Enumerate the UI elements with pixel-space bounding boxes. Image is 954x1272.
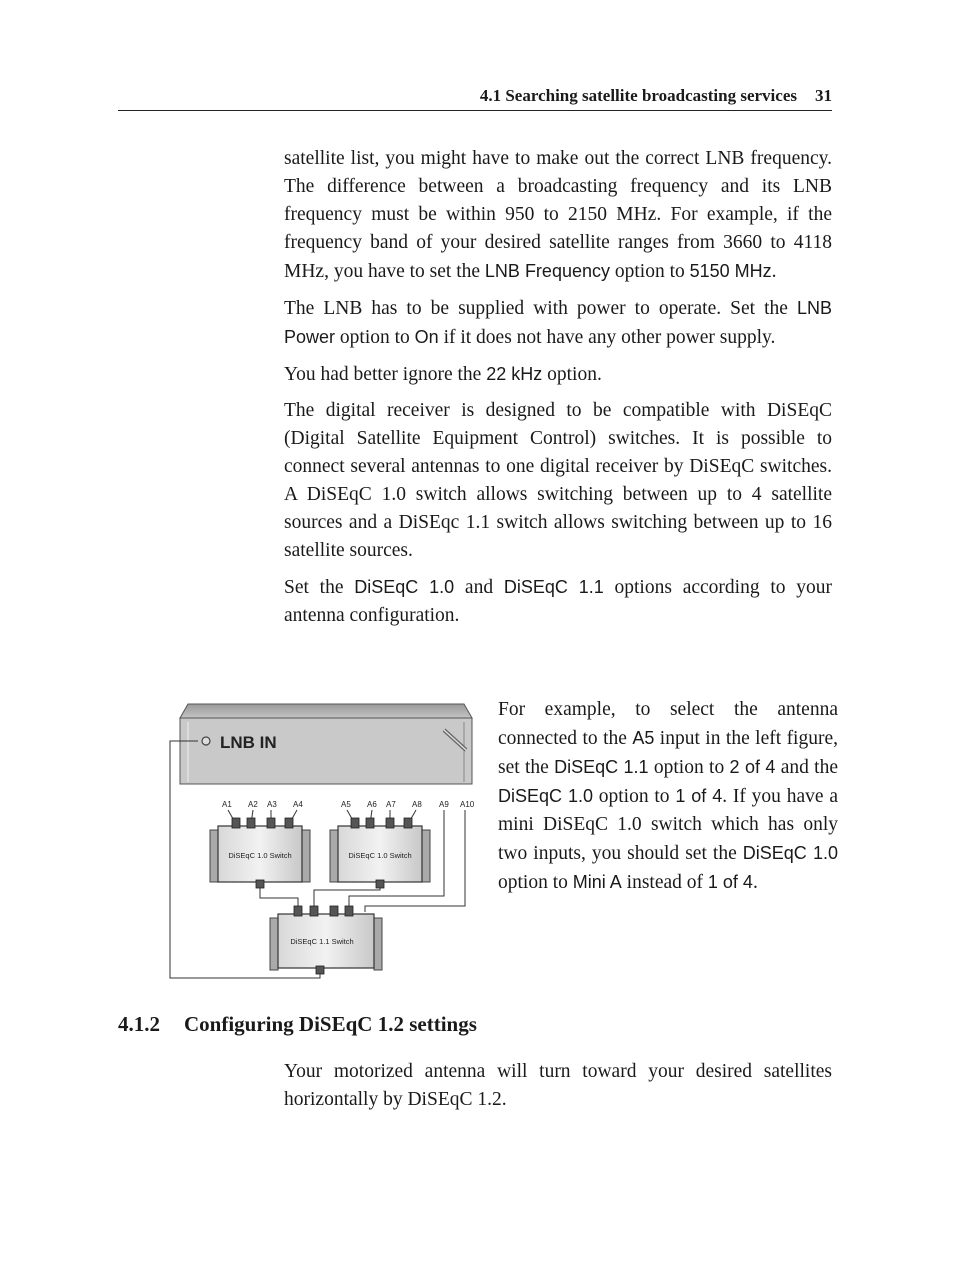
figure-side-text — [498, 696, 838, 897]
option-a5: A5 — [632, 728, 655, 748]
paragraph-lnb-power — [284, 294, 832, 352]
lnb-in-label: LNB IN — [220, 733, 277, 752]
option-diseqc-11: DiSEqC 1.1 — [554, 757, 649, 777]
input-label-a1: A1 — [222, 800, 232, 809]
page-number: 31 — [815, 86, 832, 105]
option-value-1-of-4: 1 of 4 — [675, 786, 723, 806]
input-label-a8: A8 — [412, 800, 422, 809]
text: The LNB has to be supplied with power to operate. Set the — [284, 298, 797, 319]
option-22khz: 22 kHz — [486, 364, 543, 384]
section-body — [284, 1058, 832, 1122]
running-head — [118, 86, 832, 111]
text: and the — [775, 757, 838, 778]
text: option to — [498, 872, 573, 893]
input-label-a2: A2 — [248, 800, 258, 809]
body-column — [284, 145, 832, 638]
lnb-in-connector — [202, 737, 210, 745]
text: Set the — [284, 577, 355, 598]
text: For example, to select the antenna connected to the — [498, 699, 838, 749]
input-label-a4: A4 — [293, 800, 303, 809]
paragraph-example — [498, 696, 838, 897]
option-value-5150: 5150 MHz — [689, 261, 772, 281]
option-diseqc-10: DiSEqC 1.0 — [354, 577, 455, 597]
option-diseqc-11: DiSEqC 1.1 — [503, 577, 604, 597]
paragraph-diseqc-intro: The digital receiver is designed to be compatible with DiSEqC (Digital Satellite Equipment Control) switches. It is possible to connect several antennas to one digital receiver by DiSEqC switches. A DiSEqC 1.0 switch allows switching between up to 4 satellite sources and a DiSEqc 1.1 switch allows switching between up to 16 satellite sources. — [284, 400, 832, 561]
diseqc-10-switch-right — [330, 818, 430, 888]
text: option. — [542, 364, 602, 385]
switch-bottom-label: DiSEqC 1.1 Switch — [290, 937, 354, 946]
switch-right-label: DiSEqC 1.0 Switch — [348, 851, 412, 860]
input-label-a6: A6 — [367, 800, 377, 809]
text: input in the left figure, set the — [498, 728, 839, 778]
text: . — [771, 261, 777, 282]
section-number: 4.1.2 — [118, 1012, 160, 1036]
input-label-a7: A7 — [386, 800, 396, 809]
option-value-1-of-4: 1 of 4 — [707, 872, 753, 892]
input-label-a10: A10 — [460, 800, 475, 809]
section-title: Configuring DiSEqC 1.2 settings — [184, 1012, 477, 1036]
option-value-mini-a: Mini A — [572, 872, 622, 892]
text: option to — [648, 757, 730, 778]
option-diseqc-10: DiSEqC 1.0 — [742, 843, 838, 863]
text: option to — [335, 327, 415, 348]
paragraph-diseqc-12: Your motorized antenna will turn toward your desired satellites horizontally by DiSEqC 1.2. — [284, 1061, 832, 1110]
input-label-a9: A9 — [439, 800, 449, 809]
diseqc-wiring-figure — [168, 700, 480, 986]
option-lnb-frequency: LNB Frequency — [484, 261, 610, 281]
text: You had better ignore the — [284, 364, 487, 385]
text: satellite list, you might have to make out the correct LNB frequency. The difference between a broadcasting frequency and its LNB frequency must be within 950 to 2150 MHz. For example, if the frequency band of your desired satellite ranges from 3660 to 4118 MHz, you have to set the — [284, 148, 832, 282]
option-value-on: On — [414, 327, 439, 347]
text: and — [454, 577, 504, 598]
text: option to — [609, 261, 690, 282]
text: option to — [592, 786, 676, 807]
running-head-text — [480, 86, 832, 106]
diseqc-11-switch — [270, 906, 382, 974]
input-label-a5: A5 — [341, 800, 351, 809]
running-head-title: 4.1 Searching satellite broadcasting services — [479, 86, 797, 105]
paragraph-diseqc-options — [284, 573, 832, 630]
switch-left-label: DiSEqC 1.0 Switch — [228, 851, 292, 860]
text: . — [752, 872, 758, 893]
section-heading — [118, 1012, 477, 1037]
text: options according to your antenna configuration. — [284, 577, 832, 626]
option-diseqc-10: DiSEqC 1.0 — [498, 786, 593, 806]
text: instead of — [621, 872, 708, 893]
input-label-a3: A3 — [267, 800, 277, 809]
option-lnb-power: LNB Power — [284, 298, 832, 347]
diseqc-10-switch-left — [210, 818, 310, 888]
paragraph-lnb-frequency — [284, 145, 832, 286]
paragraph-22khz — [284, 360, 832, 389]
text: if it does not have any other power supply. — [438, 327, 776, 348]
text: . If you have a mini DiSEqC 1.0 switch which has only two inputs, you should set the — [498, 786, 838, 864]
option-value-2-of-4: 2 of 4 — [729, 757, 776, 777]
